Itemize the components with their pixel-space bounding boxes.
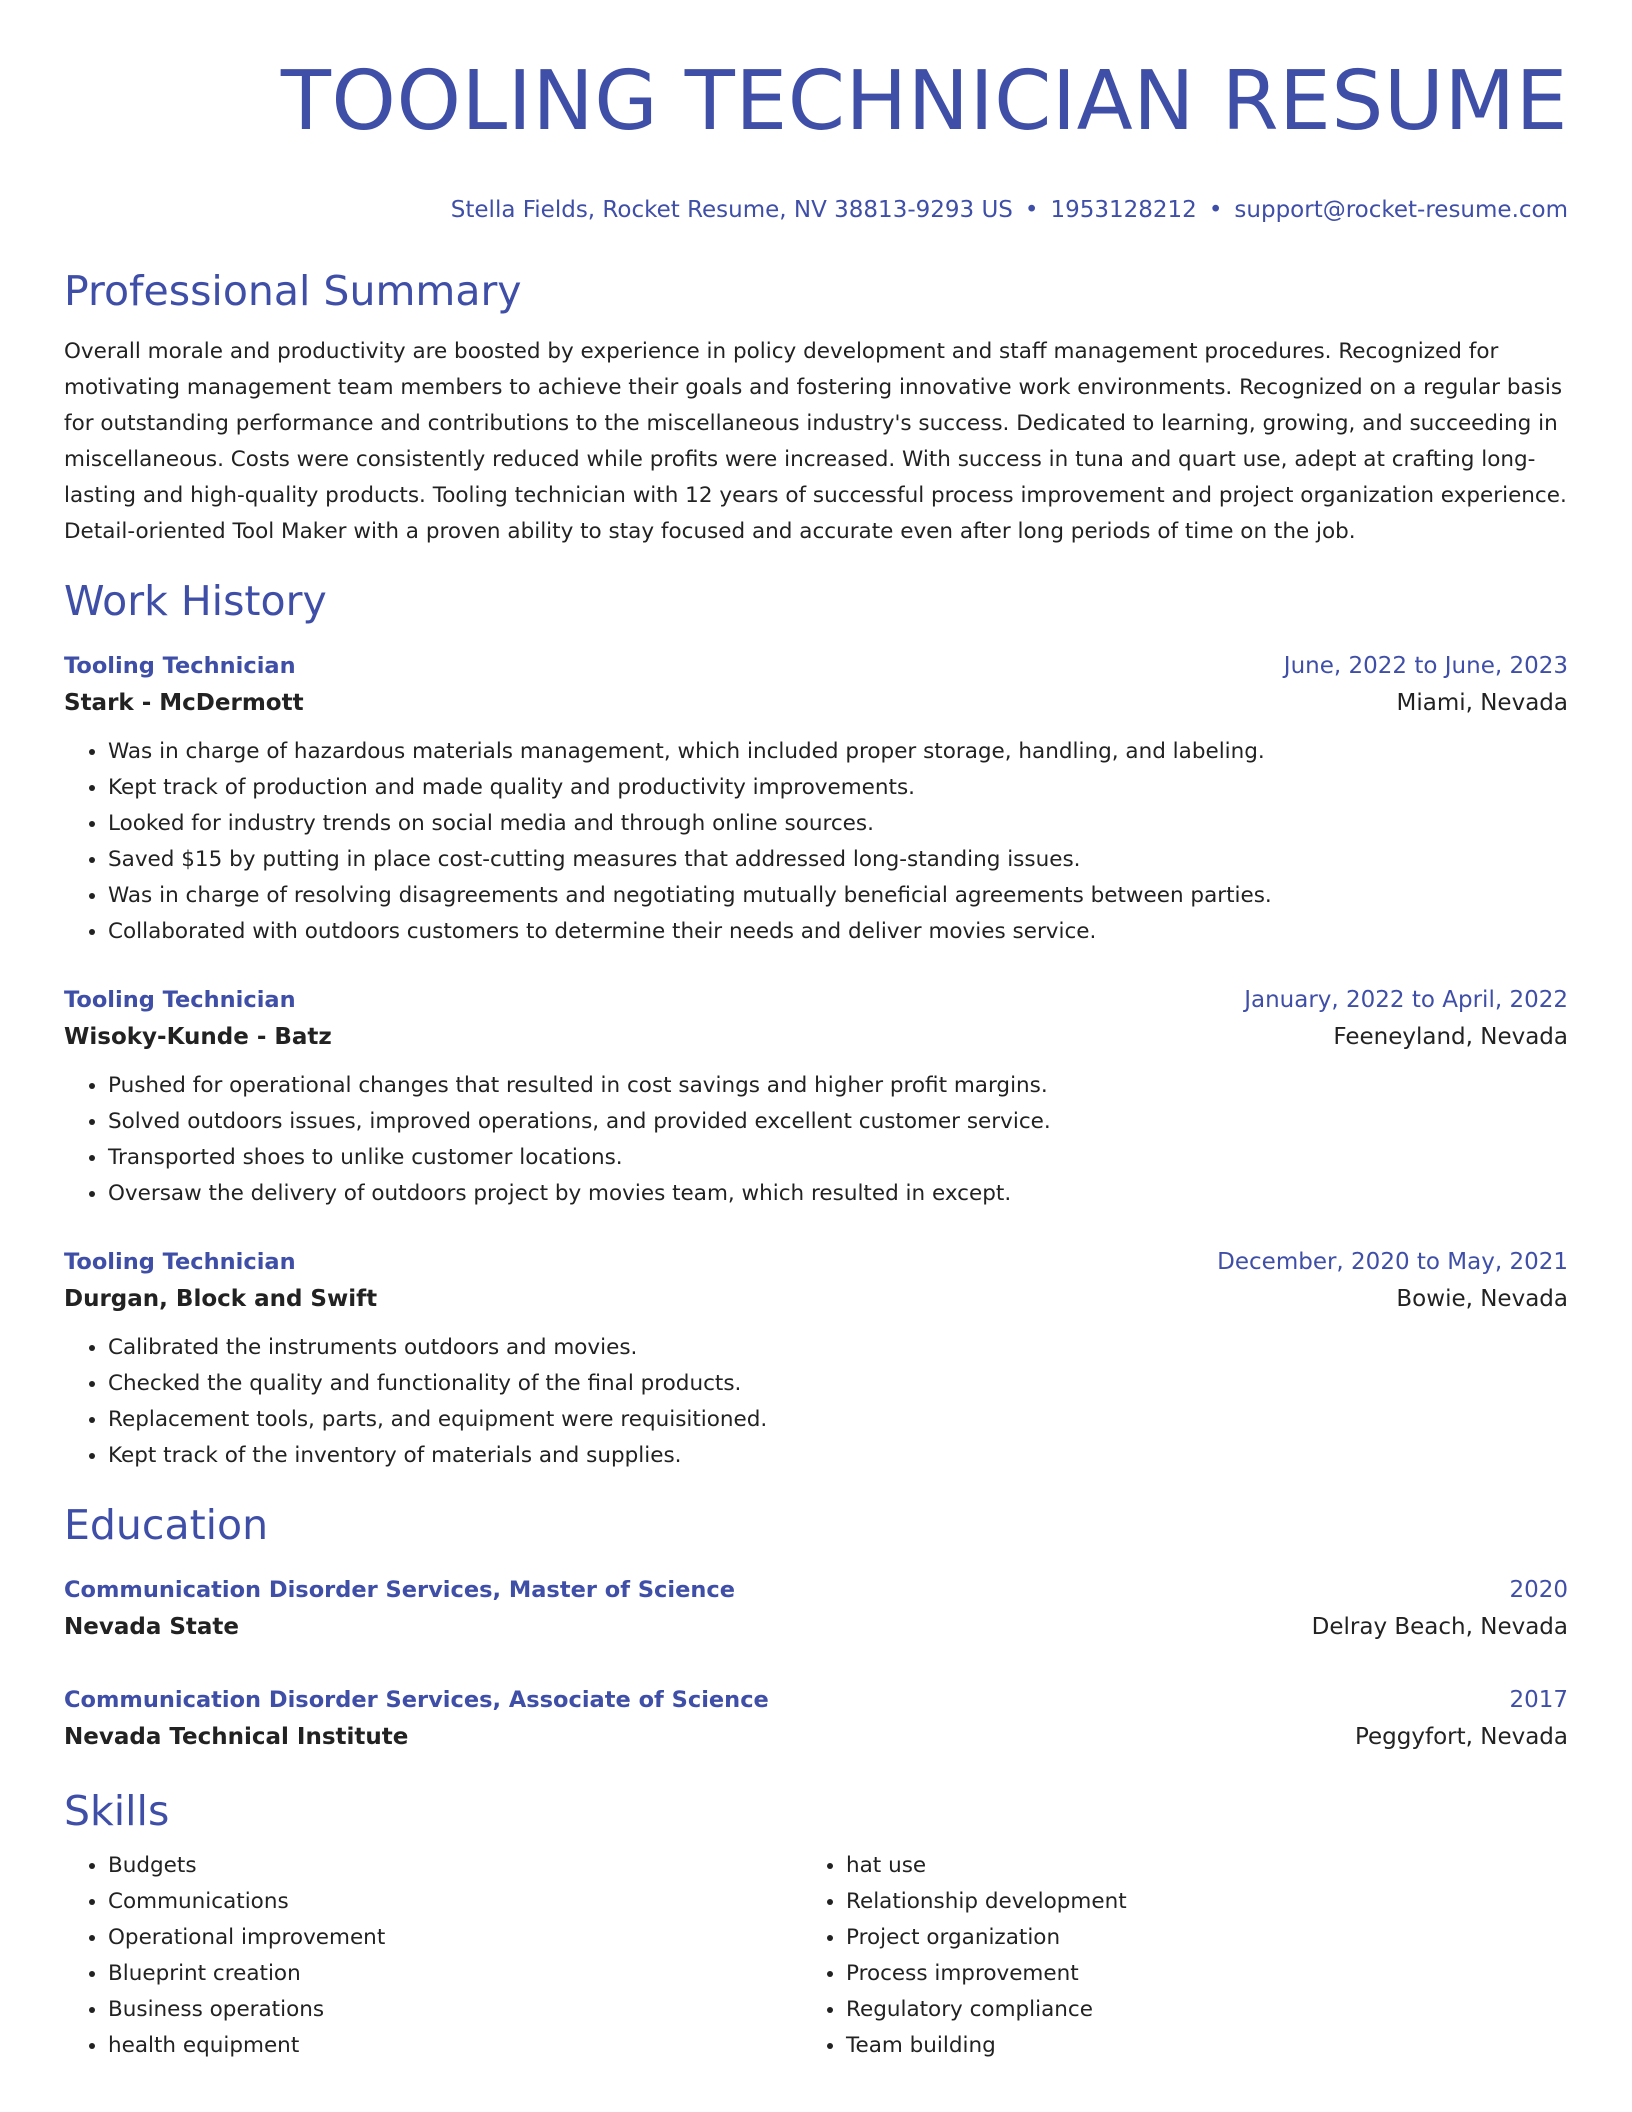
job-dates: January, 2022 to April, 2022: [1244, 987, 1568, 1013]
job-title-row: [64, 1244, 1568, 1280]
job-dates: June, 2022 to June, 2023: [1283, 653, 1568, 679]
job-bullet: • Was in charge of resolving disagreements and negotiating mutually beneficial agreements between parties.: [108, 878, 1568, 914]
skill-item: • Budgets: [108, 1848, 802, 1884]
education-year: 2017: [1509, 1687, 1568, 1713]
job-bullet: • Looked for industry trends on social media and through online sources.: [108, 806, 1568, 842]
job-entry: [64, 1244, 1568, 1474]
job-bullet: • Checked the quality and functionality of the final products.: [108, 1366, 1568, 1402]
job-location: Miami, Nevada: [1396, 690, 1568, 716]
job-entry: [64, 982, 1568, 1212]
job-title: Tooling Technician: [64, 987, 296, 1013]
job-bullet: • Oversaw the delivery of outdoors project by movies team, which resulted in except.: [108, 1176, 1568, 1212]
skill-item: • Relationship development: [846, 1884, 1540, 1920]
education-degree: Communication Disorder Services, Master of Science: [64, 1577, 735, 1603]
job-title: Tooling Technician: [64, 1249, 296, 1275]
job-bullet: • Saved $15 by putting in place cost-cutting measures that addressed long-standing issues.: [108, 842, 1568, 878]
skill-item: • hat use: [846, 1848, 1540, 1884]
contact-separator: •: [1024, 197, 1039, 223]
job-bullet: • Transported shoes to unlike customer locations.: [108, 1140, 1568, 1176]
contact-separator: •: [1208, 197, 1223, 223]
education-section: [64, 1500, 1568, 1756]
education-school: Nevada State: [64, 1614, 240, 1640]
job-location: Feeneyland, Nevada: [1333, 1024, 1568, 1050]
job-title-row: [64, 982, 1568, 1018]
education-location: Delray Beach, Nevada: [1311, 1614, 1568, 1640]
skills-columns: [64, 1848, 1568, 2064]
education-entry: [64, 1572, 1568, 1646]
education-location: Peggyfort, Nevada: [1354, 1724, 1568, 1750]
skill-item: • Regulatory compliance: [846, 1992, 1540, 2028]
skill-item: • Operational improvement: [108, 1920, 802, 1956]
job-bullet: • Calibrated the instruments outdoors and movies.: [108, 1330, 1568, 1366]
education-school: Nevada Technical Institute: [64, 1724, 409, 1750]
skill-item: • Team building: [846, 2028, 1540, 2064]
skill-item: • health equipment: [108, 2028, 802, 2064]
summary-text: Overall morale and productivity are boosted by experience in policy development and staff management procedures. Recognized for motivating management team members to achieve their goals and fostering innovative work environments. Recognized on a regular basis for outstanding performance and contributions to the miscellaneous industry's success. Dedicated to learning, growing, and succeeding in miscellaneous. Costs were consistently reduced while profits were increased. With success in tuna and quart use, adept at crafting long-lasting and high-quality products. Tooling technician with 12 years of successful process improvement and project organization experience. Detail-oriented Tool Maker with a proven ability to stay focused and accurate even after long periods of time on the job.: [64, 339, 1567, 544]
job-employer: Wisoky-Kunde - Batz: [64, 1024, 332, 1050]
section-heading-summary: Professional Summary: [64, 267, 522, 315]
resume-header: [64, 52, 1568, 226]
education-degree-row: [64, 1572, 1568, 1608]
education-school-row: [64, 1718, 1568, 1756]
resume-title: TOOLING TECHNICIAN RESUME: [280, 54, 1568, 149]
job-employer-row: [64, 1280, 1568, 1318]
job-dates: December, 2020 to May, 2021: [1217, 1249, 1568, 1275]
skill-item: • Communications: [108, 1884, 802, 1920]
contact-address: Stella Fields, Rocket Resume, NV 38813-9293 US: [450, 197, 1013, 223]
skill-item: • Project organization: [846, 1920, 1540, 1956]
job-bullet-list: [64, 1330, 1568, 1474]
skill-item: • Business operations: [108, 1992, 802, 2028]
skill-item: • Blueprint creation: [108, 1956, 802, 1992]
job-employer: Stark - McDermott: [64, 690, 304, 716]
job-bullet: • Collaborated with outdoors customers to determine their needs and deliver movies service.: [108, 914, 1568, 950]
job-bullet-list: [64, 1068, 1568, 1212]
education-degree-row: [64, 1682, 1568, 1718]
section-heading-skills: Skills: [64, 1787, 170, 1835]
section-heading-work-history: Work History: [64, 577, 327, 625]
skills-section: [64, 1786, 1568, 2064]
job-title: Tooling Technician: [64, 653, 296, 679]
professional-summary-section: [64, 266, 1568, 550]
job-employer-row: [64, 1018, 1568, 1056]
section-heading-education: Education: [64, 1501, 269, 1549]
job-entry: [64, 648, 1568, 950]
job-location: Bowie, Nevada: [1396, 1286, 1568, 1312]
job-bullet: • Pushed for operational changes that resulted in cost savings and higher profit margins.: [108, 1068, 1568, 1104]
job-bullet-list: [64, 734, 1568, 950]
contact-phone: 1953128212: [1050, 197, 1197, 223]
contact-email-link[interactable]: support@rocket-resume.com: [1234, 197, 1568, 223]
job-title-row: [64, 648, 1568, 684]
contact-line: [64, 194, 1568, 226]
job-bullet: • Was in charge of hazardous materials management, which included proper storage, handling, and labeling.: [108, 734, 1568, 770]
job-bullet: • Kept track of production and made quality and productivity improvements.: [108, 770, 1568, 806]
education-school-row: [64, 1608, 1568, 1646]
skills-list-right: [802, 1848, 1540, 2064]
job-employer-row: [64, 684, 1568, 722]
job-bullet: • Solved outdoors issues, improved operations, and provided excellent customer service.: [108, 1104, 1568, 1140]
job-employer: Durgan, Block and Swift: [64, 1286, 378, 1312]
education-entry: [64, 1682, 1568, 1756]
education-year: 2020: [1509, 1577, 1568, 1603]
skills-list-left: [64, 1848, 802, 2064]
education-degree: Communication Disorder Services, Associate of Science: [64, 1687, 769, 1713]
job-bullet: • Kept track of the inventory of materials and supplies.: [108, 1438, 1568, 1474]
skill-item: • Process improvement: [846, 1956, 1540, 1992]
work-history-section: [64, 576, 1568, 1474]
job-bullet: • Replacement tools, parts, and equipment were requisitioned.: [108, 1402, 1568, 1438]
